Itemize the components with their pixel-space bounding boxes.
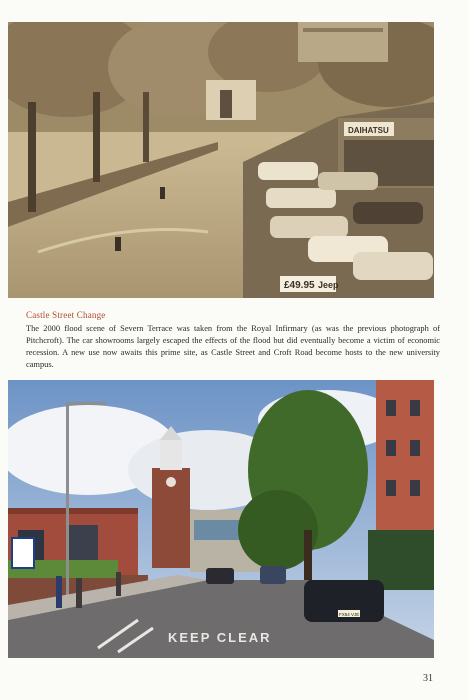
car <box>353 252 433 280</box>
dealer-sign-text: DAIHATSU <box>348 126 389 135</box>
brand-sign-text: Jeep <box>318 280 339 290</box>
car <box>266 188 336 208</box>
car <box>353 202 423 224</box>
cyclist-figure <box>115 237 121 251</box>
car <box>318 172 378 190</box>
street-lamp <box>66 402 69 617</box>
price-sign-text: £49.95 <box>284 280 315 291</box>
number-plate-text: FX54 VJE <box>339 612 360 617</box>
pedestrian <box>76 578 82 608</box>
brick-building <box>376 380 434 540</box>
car <box>260 566 286 584</box>
car <box>270 216 348 238</box>
caption-body: The 2000 flood scene of Severn Terrace was taken from the Royal Infirmary (as was the previous photograph of Pitchcroft). The car showrooms largely escaped the effects of the flood but did eventually become a victim of economic recession. A new use now awaits this prime site, as Castle Street and Croft Road become hosts to the new university campus. <box>26 324 440 369</box>
car <box>206 568 234 584</box>
car <box>258 162 318 180</box>
street-photo <box>8 380 434 658</box>
cyclist-figure <box>160 187 165 199</box>
pedestrian <box>116 572 121 596</box>
road-marking-text: KEEP CLEAR <box>168 630 272 645</box>
clock-face <box>166 477 176 487</box>
flood-photo <box>8 22 434 298</box>
road-sign <box>12 538 34 568</box>
page-number: 31 <box>423 673 433 684</box>
caption-title: Castle Street Change <box>26 310 106 320</box>
pedestrian <box>56 576 62 608</box>
